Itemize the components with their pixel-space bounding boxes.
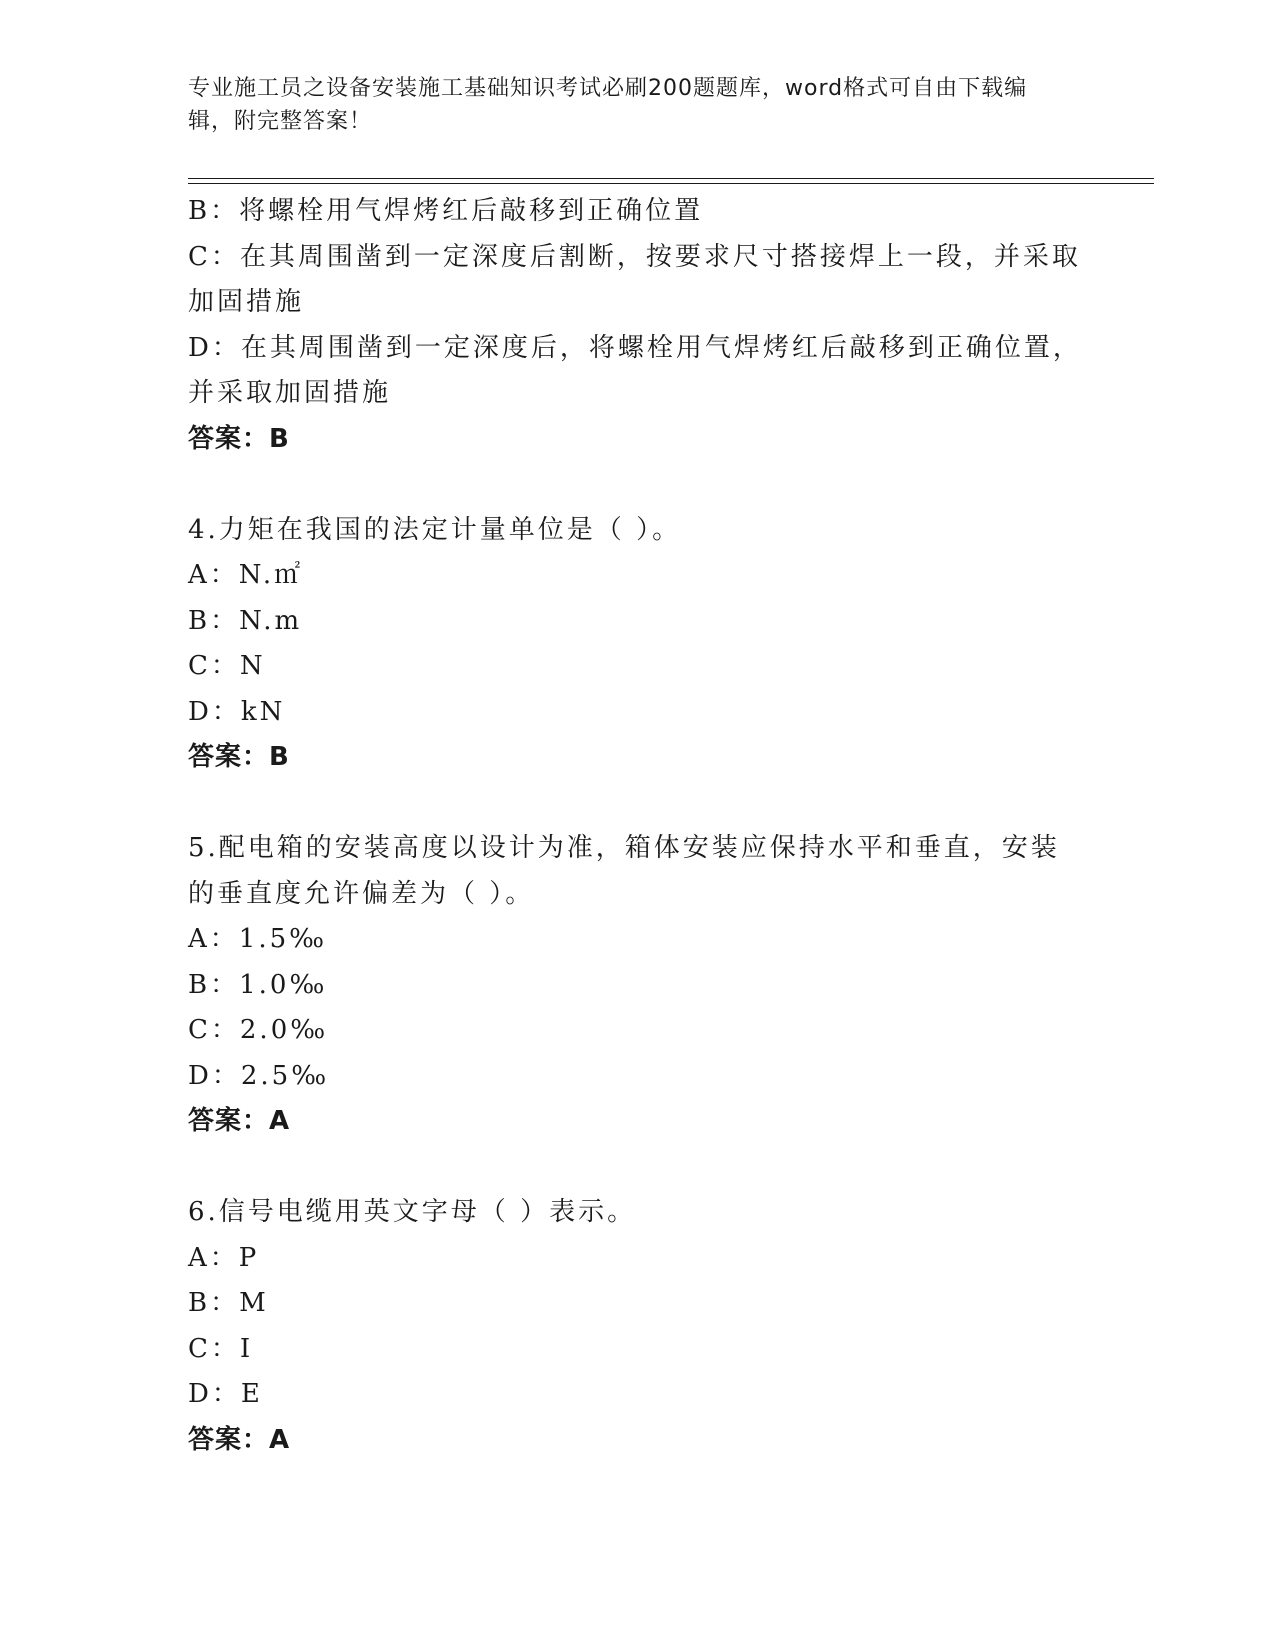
spacer <box>188 1145 1088 1191</box>
header-title: 专业施工员之设备安装施工基础知识考试必刷200题题库，word格式可自由下载编辑，附完整答案！ <box>188 76 1028 134</box>
header-divider-bottom <box>188 183 1154 184</box>
q5-option-c: C：2.0‰ <box>188 1015 329 1045</box>
q6-option-d: D：E <box>188 1379 263 1409</box>
q5-option-d: D：2.5‰ <box>188 1060 330 1091</box>
q5-stem-line2: 的垂直度允许偏差为（ ）。 <box>188 878 535 909</box>
q6-option-b: B：M <box>188 1288 269 1318</box>
q3-option-c-line1: C：在其周围凿到一定深度后割断，按要求尺寸搭接焊上一段，并采取 <box>188 241 1081 272</box>
q6-stem: 6.信号电缆用英文字母（ ）表示。 <box>188 1197 637 1227</box>
q6-answer: 答案：A <box>188 1424 291 1455</box>
q3-option-c-line2: 加固措施 <box>188 287 305 317</box>
q6-option-a: A：P <box>188 1242 260 1273</box>
q5-answer: 答案：A <box>188 1106 291 1136</box>
question-content <box>188 189 1088 1463</box>
header-divider-top <box>188 178 1154 179</box>
q3-option-b: B：将螺栓用气焊烤红后敲移到正确位置 <box>188 196 704 226</box>
q4-option-a: A：N.㎡ <box>188 560 304 590</box>
q6-option-c: C：I <box>188 1333 254 1364</box>
question-3-options <box>188 189 1088 462</box>
q4-stem: 4.力矩在我国的法定计量单位是（ ）。 <box>188 514 682 545</box>
question-5 <box>188 826 1088 1145</box>
q4-option-b: B：N.m <box>188 605 303 636</box>
q5-stem-line1: 5.配电箱的安装高度以设计为准，箱体安装应保持水平和垂直，安装 <box>188 833 1060 863</box>
question-4 <box>188 508 1088 781</box>
q3-option-d-line1: D：在其周围凿到一定深度后，将螺栓用气焊烤红后敲移到正确位置， <box>188 332 1082 363</box>
q4-answer: 答案：B <box>188 742 290 772</box>
q3-answer: 答案：B <box>188 423 290 454</box>
q4-option-c: C：N <box>188 651 266 681</box>
q5-option-a: A：1.5‰ <box>188 924 328 954</box>
spacer <box>188 781 1088 827</box>
q4-option-d: D：kN <box>188 696 286 727</box>
q5-option-b: B：1.0‰ <box>188 969 328 1000</box>
spacer <box>188 462 1088 508</box>
question-6 <box>188 1190 1088 1463</box>
document-header <box>188 72 1068 138</box>
q3-option-d-line2: 并采取加固措施 <box>188 378 392 408</box>
